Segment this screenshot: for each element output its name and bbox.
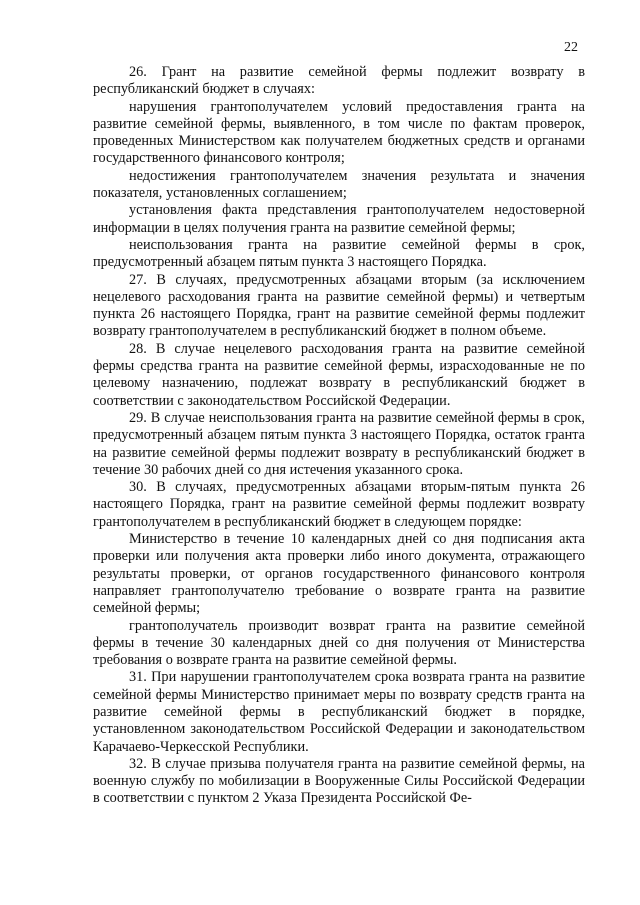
paragraph-29: 29. В случае неиспользования гранта на развитие семейной фермы в срок, предусмотренный абзацем пятым пункта 3 настоящего Порядка, остаток гранта на развитие семейной фермы подлежит возврату в республиканский бюджет в течение 30 рабочих дней со дня истечения указанного срока. — [93, 409, 585, 478]
paragraph-28: 28. В случае нецелевого расходования гранта на развитие семейной фермы средства гранта на развитие семейной фермы, израсходованные не по целевому назначению, подлежат возврату в республиканский бюджет в соответствии с законодательством Российской Федерации. — [93, 340, 585, 409]
paragraph-26-not-achieved: недостижения грантополучателем значения результата и значения показателя, установленных соглашением; — [93, 167, 585, 202]
page-number: 22 — [564, 40, 578, 55]
paragraph-30-recipient: грантополучатель производит возврат гранта на развитие семейной фермы в течение 30 календарных дней со дня получения от Министерства требования о возврате гранта на развитие семейной фермы. — [93, 617, 585, 669]
paragraph-26-intro: 26. Грант на развитие семейной фермы подлежит возврату в республиканский бюджет в случаях: — [93, 64, 585, 98]
paragraph-31: 31. При нарушении грантополучателем срока возврата гранта на развитие семейной фермы Министерство принимает меры по возврату средств гранта на развитие семейной фермы в республиканский бюджет в порядке, установленном законодательством Российской Федерации и законодательством Карачаево-Черкесской Республики. — [93, 669, 585, 755]
paragraph-32: 32. В случае призыва получателя гранта на развитие семейной фермы, на военную службу по мобилизации в Вооруженные Силы Российской Федерации в соответствии с пунктом 2 Указа Президента Российской Фе- — [93, 755, 585, 807]
paragraph-30-ministry: Министерство в течение 10 календарных дней со дня подписания акта проверки или получения акта проверки либо иного документа, отражающего результаты проверки, от органов государственного финансового контроля направляет грантополучателю требование о возврате гранта на развитие семейной фермы; — [93, 531, 585, 617]
paragraph-26-false-info: установления факта представления грантополучателем недостоверной информации в целях получения гранта на развитие семейной фермы; — [93, 202, 585, 236]
document-body — [93, 64, 585, 808]
paragraph-27: 27. В случаях, предусмотренных абзацами вторым (за исключением нецелевого расходования гранта на развитие семейной фермы) и четвертым пункта 26 настоящего Порядка, грант на развитие семейной фермы подлежит возврату грантополучателем в республиканский бюджет в полном объеме. — [93, 271, 585, 340]
paragraph-30-intro: 30. В случаях, предусмотренных абзацами вторым-пятым пункта 26 настоящего Порядка, грант на развитие семейной фермы подлежит возврату грантополучателем в республиканский бюджет в следующем порядке: — [93, 479, 585, 530]
paragraph-26-not-used: неиспользования гранта на развитие семейной фермы в срок, предусмотренный абзацем пятым пункта 3 настоящего Порядка. — [93, 236, 585, 271]
paragraph-26-violation: нарушения грантополучателем условий предоставления гранта на развитие семейной фермы, выявленного, в том числе по фактам проверок, проведенных Министерством как получателем бюджетных средств и органами государственного финансового контроля; — [93, 98, 585, 167]
